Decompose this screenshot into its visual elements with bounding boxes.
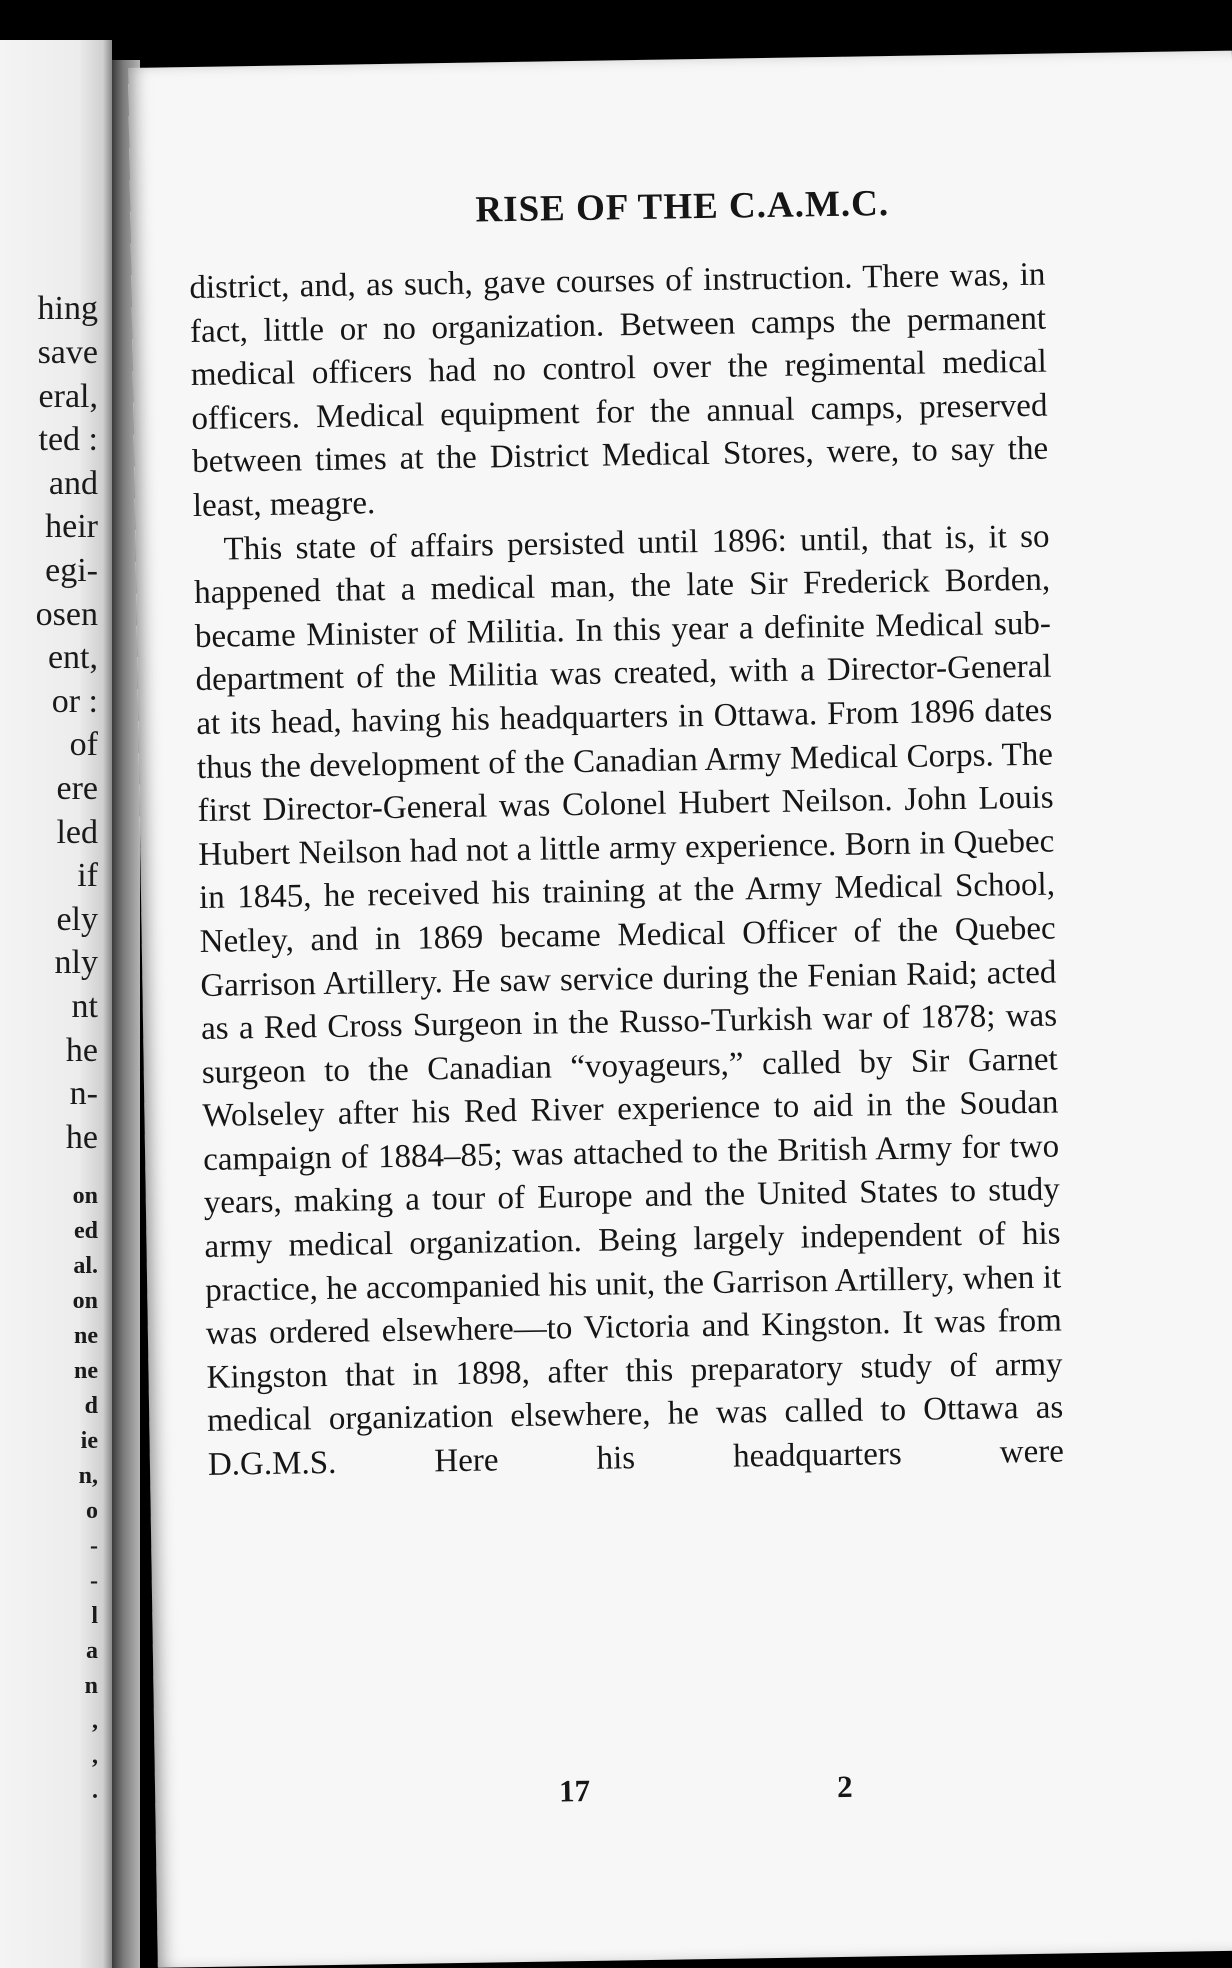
book-page: [128, 51, 1232, 1968]
facing-page-fragment: save: [37, 334, 98, 371]
facing-page-fragment: o: [86, 1498, 98, 1524]
facing-page-fragment: ere: [56, 770, 98, 807]
facing-page-fragment: ne: [74, 1323, 98, 1349]
facing-page-fragment: or :: [51, 683, 98, 720]
facing-page-fragment: -: [90, 1568, 98, 1594]
facing-page-fragment: -: [90, 1533, 98, 1559]
facing-page-fragment: he: [65, 1119, 98, 1156]
facing-page-fragment: ,: [92, 1708, 98, 1734]
facing-page-fragment: ie: [80, 1428, 98, 1454]
page-number: 17: [558, 1772, 591, 1809]
facing-page-fragment: n: [84, 1673, 98, 1699]
facing-page-fragment: if: [77, 857, 98, 894]
facing-page-fragment: .: [92, 1778, 98, 1804]
facing-page-fragment: and: [48, 465, 98, 502]
facing-page-fragment: hing: [37, 290, 98, 327]
facing-page-fragment: osen: [35, 596, 98, 633]
facing-page-fragment: he: [65, 1032, 98, 1069]
facing-page-fragment: ent,: [47, 639, 98, 676]
facing-page-fragment: d: [84, 1393, 98, 1419]
facing-page-fragment: nt: [71, 988, 98, 1025]
facing-page-fragment: al.: [73, 1253, 98, 1279]
paragraph: This state of affairs persisted until 1896: until, that is, it so happened that a medical man, the late Sir Frederick Borden, became Minister of Militia. In this year a definite Medical sub-department of the Militia was created, with a Director-General at its head, having his headquarters in Ottawa. From 1896 dates thus the development of the Canadian Army Medical Corps. The first Director-General was Colonel Hubert Neilson. John Louis Hubert Neilson had not a little army experience. Born in Quebec in 1845, he received his training at the Army Medical School, Netley, and in 1869 became Medical Officer of the Quebec Garrison Artillery. He saw service during the Fenian Raid; acted as a Red Cross Surgeon in the Russo-Turkish war of 1878; was surgeon to the Canadian “voyageurs,” called by Sir Garnet Wolseley after his Red River experience to aid in the Soudan campaign of 1884–85; was attached to the British Army for two years, making a tour of Europe and the United States to study army medical organization. Being largely independent of his practice, he accompanied his unit, the Garrison Artillery, when it was ordered elsewhere—to Victoria and Kingston. It was from Kingston that in 1898, after this preparatory study of army medical organization elsewhere, he was called to Ottawa as D.G.M.S. Here his headquarters were: [193, 518, 1065, 1483]
page-body: [189, 254, 1064, 1488]
facing-page-edge: [0, 40, 112, 1968]
facing-page-fragment: on: [72, 1183, 98, 1209]
facing-page-fragment: n-: [69, 1075, 98, 1112]
facing-page-fragment: egi-: [45, 552, 98, 589]
paragraph-continued: district, and, as such, gave courses of instruction. There was, in fact, little or no organization. Between camps the permanent medical officers had no control over the regimental medical officers. Medical equipment for the annual camps, preserved between times at the District Medical Stores, were, to say the least, meagre.: [189, 256, 1049, 525]
facing-page-fragment: of: [69, 726, 98, 763]
facing-page-fragment: ted :: [38, 421, 98, 458]
facing-page-fragment: led: [56, 814, 98, 851]
facing-page-fragment: heir: [45, 508, 98, 545]
facing-page-fragment: nly: [54, 944, 98, 981]
facing-page-fragment: ed: [74, 1218, 98, 1244]
facing-page-fragment: l: [91, 1603, 98, 1629]
running-head: RISE OF THE C.A.M.C.: [475, 183, 890, 231]
signature-mark: 2: [836, 1768, 853, 1805]
facing-page-fragment: a: [86, 1638, 98, 1664]
facing-page-fragment: ne: [74, 1358, 98, 1384]
facing-page-fragment: n,: [78, 1463, 98, 1489]
facing-page-fragment: ,: [92, 1743, 98, 1769]
facing-page-fragment: eral,: [38, 378, 98, 415]
facing-page-fragment: ely: [56, 901, 98, 938]
facing-page-fragment: on: [72, 1288, 98, 1314]
